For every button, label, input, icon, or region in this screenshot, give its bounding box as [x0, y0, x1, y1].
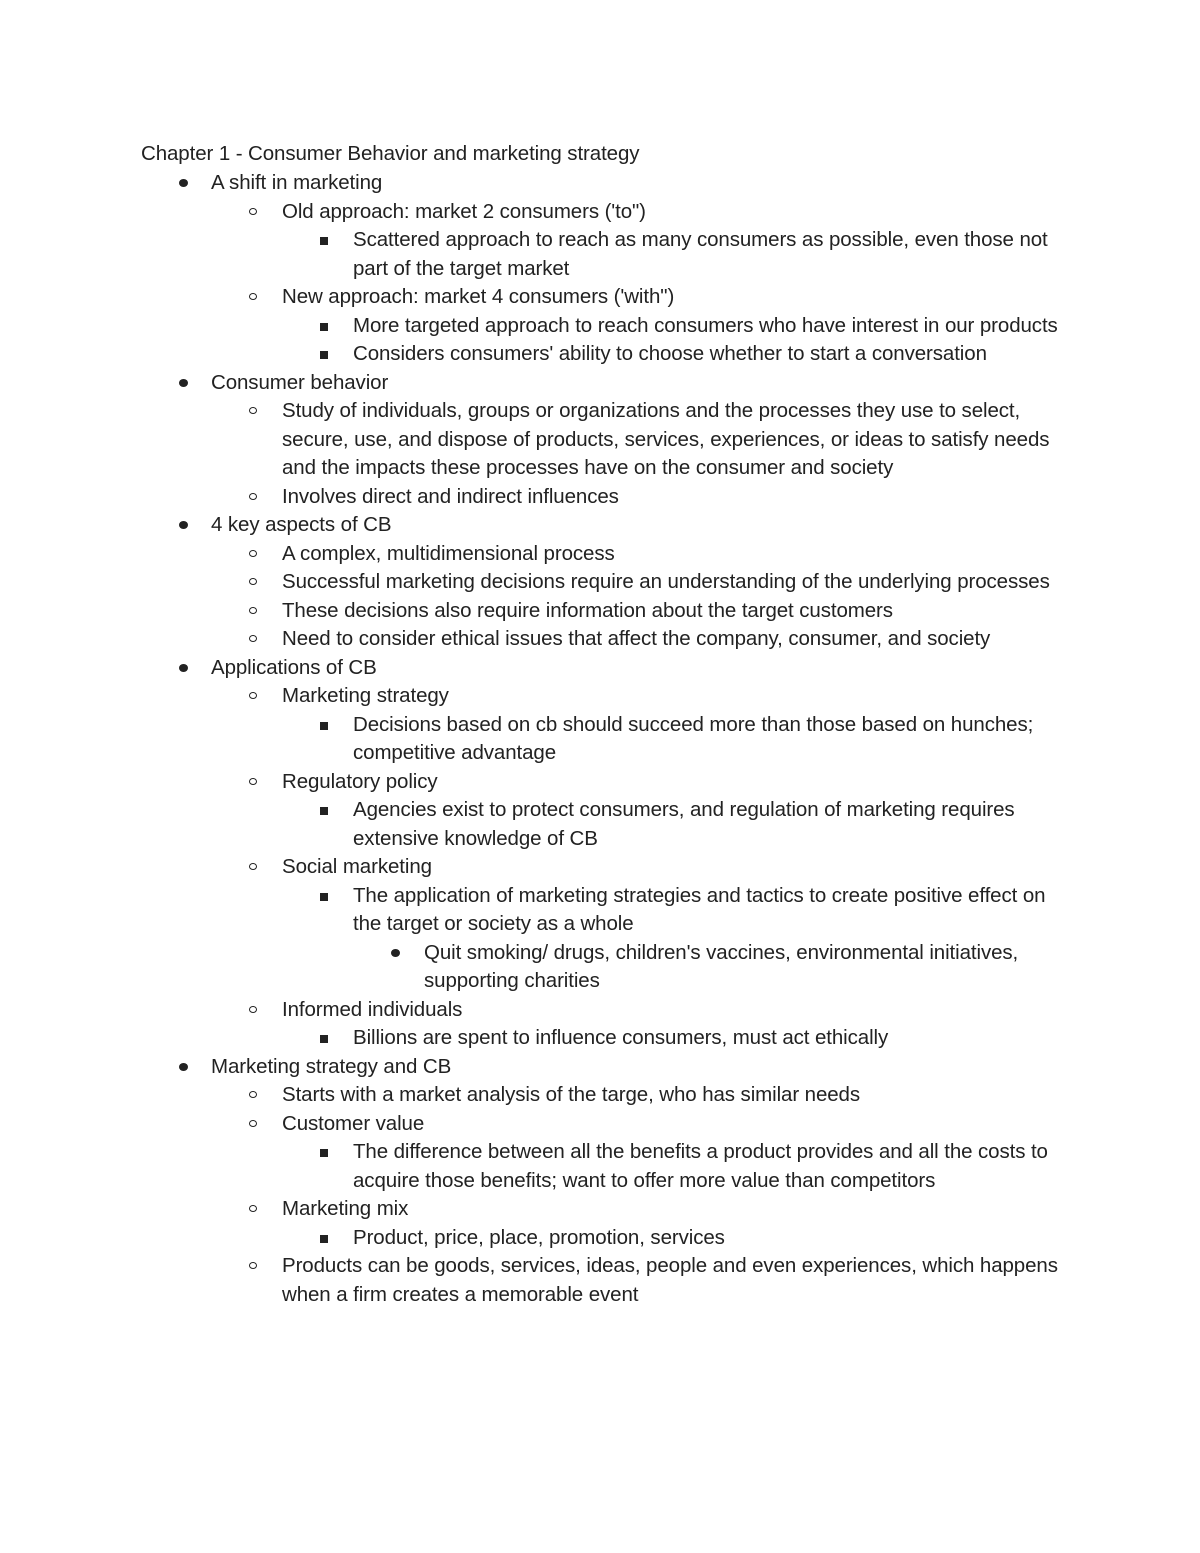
- outline-item-text: Marketing mix: [282, 1197, 409, 1220]
- outline-item-text: Old approach: market 2 consumers ('to"): [282, 199, 646, 223]
- filled-circle-bullet-icon: [179, 179, 188, 187]
- outline-item-level-3: [0, 1224, 1073, 1253]
- outline-item-level-2: [0, 682, 1072, 711]
- square-bullet-icon: [320, 893, 328, 901]
- filled-circle-bullet-icon: [179, 521, 188, 529]
- outline-item-level-3: [0, 711, 1073, 768]
- outline-item-text: Consumer behavior: [211, 370, 389, 394]
- outline-item-text: Regulatory policy: [282, 769, 438, 793]
- outline-item-level-1: [0, 1053, 1071, 1082]
- outline-item-text: 4 key aspects of CB: [211, 513, 392, 536]
- filled-circle-bullet-icon: [179, 379, 188, 387]
- outline-item-text: Product, price, place, promotion, services: [353, 1225, 725, 1249]
- outline-item-text: Considers consumers' ability to choose whether to start a conversation: [353, 342, 987, 365]
- outline-item-level-4: [0, 939, 1074, 996]
- outline-item-level-3: [0, 312, 1073, 341]
- hollow-circle-bullet-icon: [249, 208, 257, 215]
- outline-item-level-1: [0, 511, 1071, 540]
- outline-item-level-3: [0, 882, 1073, 939]
- hollow-circle-bullet-icon: [249, 1205, 257, 1212]
- square-bullet-icon: [320, 722, 328, 730]
- square-bullet-icon: [320, 1035, 328, 1043]
- square-bullet-icon: [320, 237, 328, 245]
- outline-item-level-2: [0, 1252, 1072, 1309]
- outline-item-text: A shift in marketing: [211, 171, 383, 194]
- hollow-circle-bullet-icon: [249, 778, 257, 785]
- outline-item-text: Successful marketing decisions require an understanding of the underlying processes: [282, 570, 1050, 593]
- outline-item-level-3: [0, 1138, 1073, 1195]
- outline-item-text: The application of marketing strategies and tactics to create positive effect on the target or society as a whole: [353, 883, 1046, 935]
- hollow-circle-bullet-icon: [249, 607, 257, 614]
- outline-item-level-2: [0, 768, 1072, 797]
- filled-circle-bullet-icon: [391, 949, 400, 957]
- square-bullet-icon: [320, 323, 328, 331]
- hollow-circle-bullet-icon: [249, 692, 257, 699]
- hollow-circle-bullet-icon: [249, 293, 257, 300]
- outline-item-level-3: [0, 340, 1073, 369]
- hollow-circle-bullet-icon: [249, 578, 257, 585]
- outline-item-text: Products can be goods, services, ideas, people and even experiences, which happens when a firm creates a memorable event: [282, 1254, 1058, 1306]
- outline-item-level-2: [0, 540, 1072, 569]
- outline-item-text: Marketing strategy and CB: [211, 1054, 452, 1078]
- outline-item-level-2: [0, 1110, 1072, 1139]
- outline-item-level-1: [0, 654, 1071, 683]
- outline-item-text: Quit smoking/ drugs, children's vaccines, environmental initiatives, supporting charities: [424, 940, 1019, 992]
- filled-circle-bullet-icon: [179, 1063, 188, 1071]
- hollow-circle-bullet-icon: [249, 407, 257, 414]
- outline-item-level-2: [0, 397, 1072, 483]
- hollow-circle-bullet-icon: [249, 1091, 257, 1098]
- outline-item-text: Study of individuals, groups or organizations and the processes they use to select, secure, use, and dispose of products, services, experiences, or ideas to satisfy needs and the impacts these processes have on the consumer and society: [282, 399, 1050, 479]
- square-bullet-icon: [320, 807, 328, 815]
- outline-item-text: New approach: market 4 consumers ('with"): [282, 285, 675, 308]
- outline-item-level-2: [0, 198, 1072, 227]
- outline-item-text: Need to consider ethical issues that affect the company, consumer, and society: [282, 627, 991, 650]
- outline-item-level-2: [0, 1195, 1072, 1224]
- outline-item-level-2: [0, 597, 1072, 626]
- hollow-circle-bullet-icon: [249, 550, 257, 557]
- hollow-circle-bullet-icon: [249, 863, 257, 870]
- outline-item-text: Scattered approach to reach as many consumers as possible, even those not part of the target market: [353, 228, 1048, 280]
- outline-item-level-2: [0, 483, 1072, 512]
- outline-item-text: Social marketing: [282, 855, 432, 878]
- outline-item-level-2: [0, 283, 1072, 312]
- page-title: Chapter 1 - Consumer Behavior and marketing strategy: [141, 142, 640, 165]
- outline-item-text: Agencies exist to protect consumers, and regulation of marketing requires extensive knowledge of CB: [353, 798, 1015, 850]
- square-bullet-icon: [320, 1149, 328, 1157]
- outline-item-text: Starts with a market analysis of the targe, who has similar needs: [282, 1083, 861, 1106]
- outline-item-text: These decisions also require information about the target customers: [282, 598, 893, 622]
- outline-item-text: Billions are spent to influence consumers, must act ethically: [353, 1026, 889, 1049]
- outline-item-level-3: [0, 796, 1073, 853]
- filled-circle-bullet-icon: [179, 664, 188, 672]
- outline-item-text: Customer value: [282, 1111, 425, 1135]
- outline-item-level-2: [0, 996, 1072, 1025]
- outline-item-level-2: [0, 568, 1072, 597]
- outline-item-level-2: [0, 625, 1072, 654]
- outline-item-text: A complex, multidimensional process: [282, 541, 615, 565]
- outline-item-text: Informed individuals: [282, 997, 463, 1021]
- hollow-circle-bullet-icon: [249, 1262, 257, 1269]
- square-bullet-icon: [320, 1235, 328, 1243]
- outline-item-text: Involves direct and indirect influences: [282, 484, 619, 508]
- outline-item-text: The difference between all the benefits a product provides and all the costs to acquire those benefits; want to offer more value than competitors: [353, 1140, 1048, 1192]
- outline-item-level-3: [0, 226, 1073, 283]
- hollow-circle-bullet-icon: [249, 493, 257, 500]
- outline-item-level-1: [0, 169, 1071, 198]
- square-bullet-icon: [320, 351, 328, 359]
- hollow-circle-bullet-icon: [249, 1006, 257, 1013]
- hollow-circle-bullet-icon: [249, 635, 257, 642]
- outline-item-level-3: [0, 1024, 1073, 1053]
- outline-item-text: Applications of CB: [211, 655, 377, 679]
- hollow-circle-bullet-icon: [249, 1120, 257, 1127]
- outline-item-level-1: [0, 369, 1071, 398]
- outline-item-level-2: [0, 853, 1072, 882]
- outline-item-text: Decisions based on cb should succeed more than those based on hunches; competitive advantage: [353, 712, 1034, 764]
- outline-item-level-2: [0, 1081, 1072, 1110]
- outline-item-text: Marketing strategy: [282, 684, 449, 707]
- notes-outline: [0, 169, 1200, 1309]
- outline-item-text: More targeted approach to reach consumers who have interest in our products: [353, 313, 1058, 337]
